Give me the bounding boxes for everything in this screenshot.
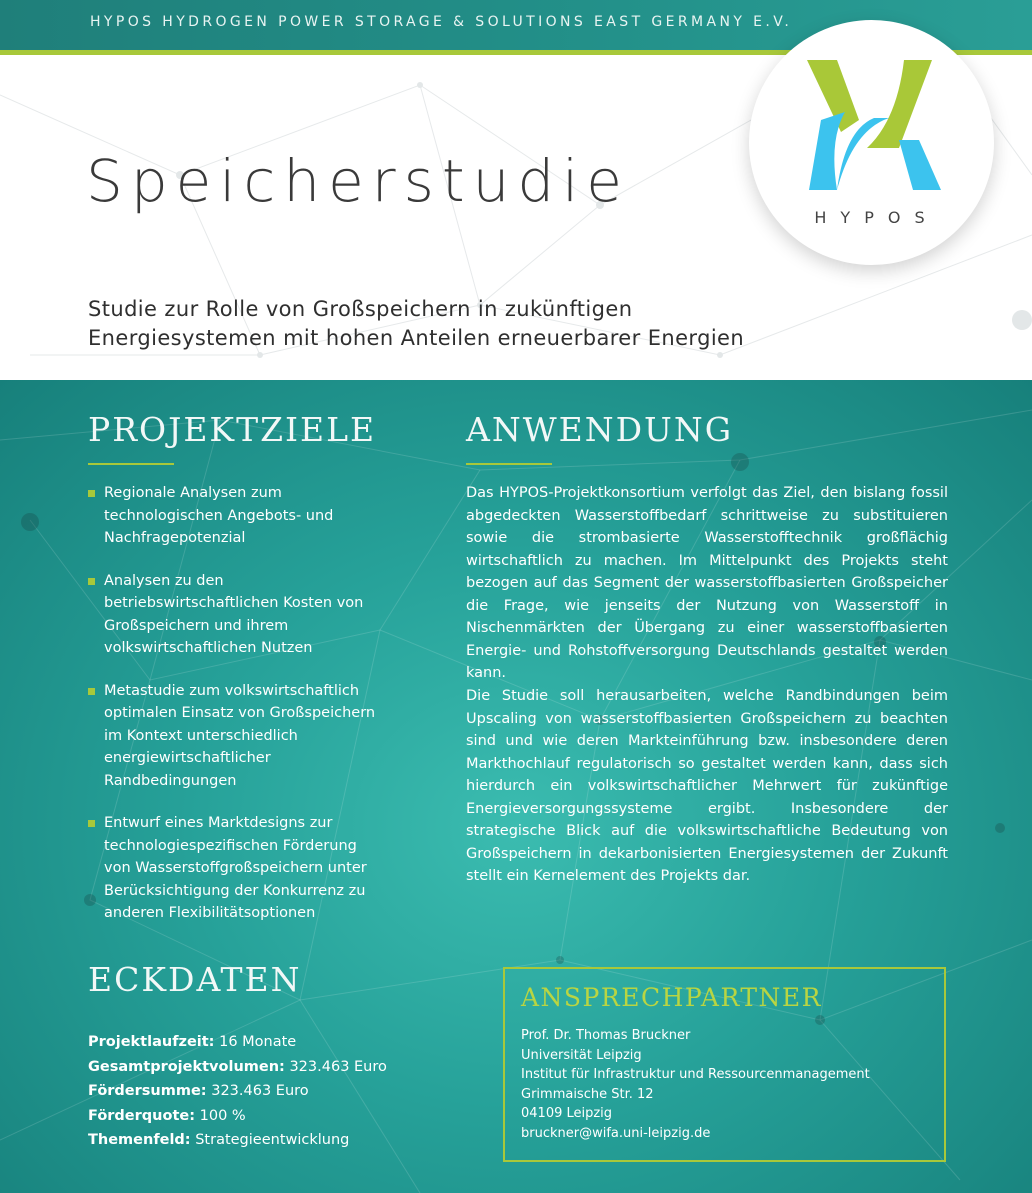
- contact-email-link[interactable]: bruckner@wifa.uni-leipzig.de: [521, 1125, 711, 1141]
- ansprechpartner-heading: ANSPRECHPARTNER: [521, 983, 822, 1012]
- contact-name: Prof. Dr. Thomas Bruckner: [521, 1028, 691, 1043]
- hypos-logo-mark-icon: [749, 20, 994, 265]
- logo-wordmark: HYPOS: [814, 208, 939, 227]
- contact-street: Grimmaische Str. 12: [521, 1086, 654, 1102]
- contact-city: 04109 Leipzig: [521, 1106, 613, 1121]
- fact-row: Themenfeld: Strategieentwicklung: [88, 1132, 350, 1148]
- anwendung-paragraph-2: Die Studie soll herausarbeiten, welche Randbindungen beim Upscaling von wasserstoffbasierten Großspeichern zu beachten sind und wie deren Markteinführung bzw. insbesondere deren Markthochlauf regulatorisch so gestaltet werden kann, dass sich hierdurch ein volkswirtschaftlicher Mehrwert für zukünftige Energieversorgungssysteme ergibt. Insbesondere der strategische Blick auf die volkswirtschaftliche Bedeutung von Großspeichern in dekarbonisierten Energiesystemen der Zukunft stellt ein Kernelement des Projekts dar.: [466, 688, 948, 884]
- organization-name: HYPOS HYDROGEN POWER STORAGE & SOLUTIONS EAST GERMANY E.V.: [90, 14, 793, 30]
- main-content: [0, 380, 1032, 1193]
- fact-row: Fördersumme: 323.463 Euro: [88, 1083, 309, 1099]
- bullet-square-icon: [88, 490, 95, 497]
- bullet-square-icon: [88, 820, 95, 827]
- fact-row: Gesamtprojektvolumen: 323.463 Euro: [88, 1058, 387, 1075]
- list-item: Metastudie zum volkswirtschaftlich optimalen Einsatz von Großspeichern im Kontext unterschiedlich energiewirtschaftlicher Randbedingungen: [88, 680, 388, 793]
- anwendung-heading: ANWENDUNG: [466, 410, 734, 449]
- projektziele-heading: PROJEKTZIELE: [88, 410, 377, 449]
- anwendung-rule: [466, 463, 552, 465]
- subtitle-line-2: Energiesystemen mit hohen Anteilen erneuerbarer Energien: [88, 326, 745, 350]
- contact-university: Universität Leipzig: [521, 1047, 642, 1063]
- projektziele-rule: [88, 463, 174, 465]
- anwendung-paragraph-1: Das HYPOS-Projektkonsortium verfolgt das Ziel, den bislang fossil abgedeckten Wasserstoffbedarf schrittweise zu substituieren sowie die strombasierte Wasserstofftechnik großflächig wirtschaftlich zu machen. Im Mittelpunkt des Projekts steht bezogen auf das Segment der wasserstoffbasierten Großspeicher die Frage, wie jenseits der Nutzung von Wasserstoff in Nischenmärkten der Übergang zu einer wasserstoffbasierten Energie- und Rohstoffversorgung Deutschlands gestaltet werden kann.: [466, 485, 948, 681]
- list-item: Entwurf eines Marktdesigns zur technologiespezifischen Förderung von Wasserstoffgroßspeichern unter Berücksichtigung der Konkurrenz zu anderen Flexibilitätsoptionen: [88, 812, 388, 925]
- subtitle-line-1: Studie zur Rolle von Großspeichern in zukünftigen: [88, 297, 633, 321]
- subtitle: [88, 295, 744, 353]
- contact-institute: Institut für Infrastruktur und Ressourcenmanagement: [521, 1067, 870, 1082]
- hypos-logo: [749, 20, 994, 265]
- bullet-square-icon: [88, 578, 95, 585]
- eckdaten-heading: ECKDATEN: [88, 960, 302, 999]
- contact-details: [521, 1026, 870, 1143]
- eckdaten-list: [88, 1030, 387, 1153]
- list-item: Regionale Analysen zum technologischen Angebots- und Nachfragepotenzial: [88, 482, 388, 550]
- fact-row: Förderquote: 100 %: [88, 1107, 246, 1124]
- fact-row: Projektlaufzeit: 16 Monate: [88, 1034, 297, 1050]
- page-title: Speicherstudie: [86, 147, 630, 215]
- list-item: Analysen zu den betriebswirtschaftlichen Kosten von Großspeichern und ihrem volkswirtschaftlichen Nutzen: [88, 570, 388, 660]
- projektziele-list: [88, 482, 388, 945]
- contact-box: [503, 967, 946, 1162]
- bullet-square-icon: [88, 688, 95, 695]
